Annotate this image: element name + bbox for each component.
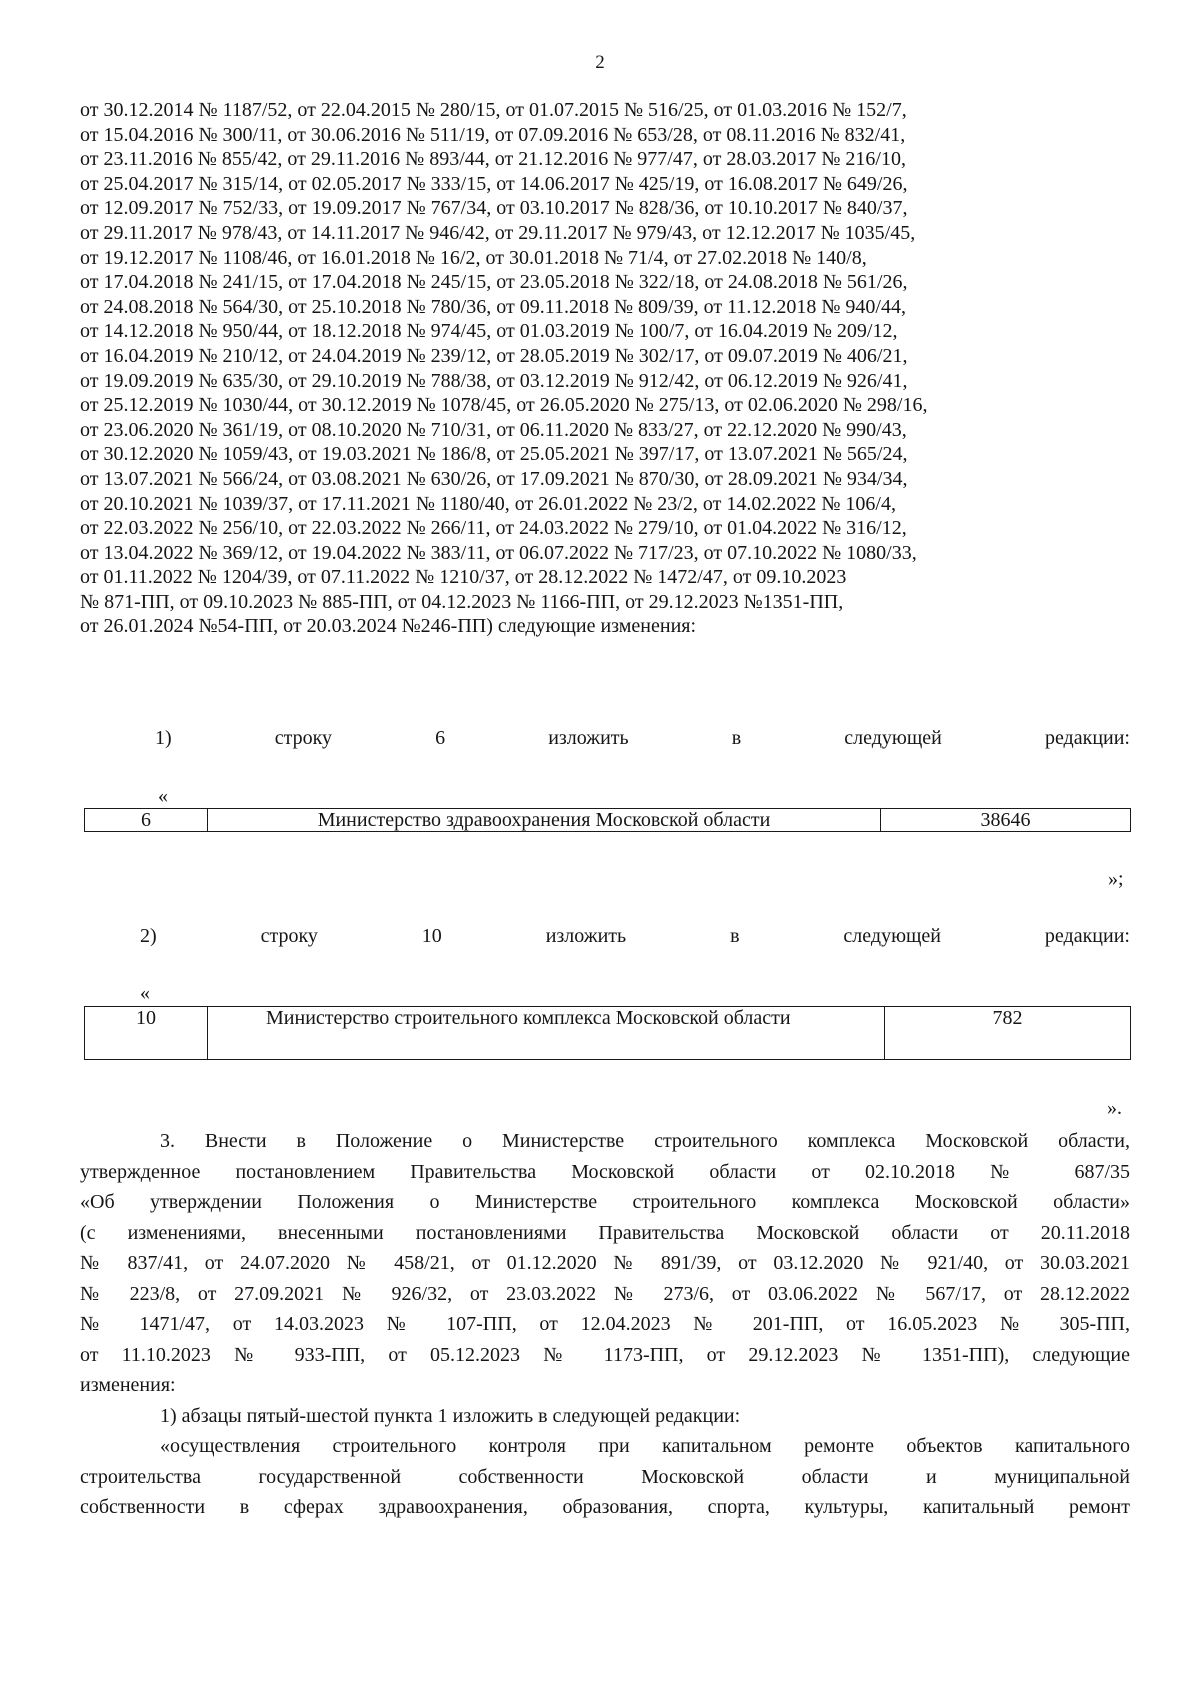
text-line: от 23.11.2016 № 855/42, от 29.11.2016 № 893/44, от 21.12.2016 № 977/47, от 28.03.2017 № 216/10,	[80, 148, 906, 171]
text-line: от 14.12.2018 № 950/44, от 18.12.2018 № 974/45, от 01.03.2019 № 100/7, от 16.04.2019 № 209/12,	[80, 320, 898, 343]
text-line: от 26.01.2024 №54-ПП, от 20.03.2024 №246-ПП) следующие изменения:	[80, 615, 697, 638]
text-line: от 13.07.2021 № 566/24, от 03.08.2021 № 630/26, от 17.09.2021 № 870/30, от 28.09.2021 № 934/34,	[80, 467, 908, 490]
amendments-list	[80, 98, 1130, 639]
item-1-heading	[155, 726, 1130, 750]
item-number: 1)	[155, 727, 172, 749]
text-line: от 13.04.2022 № 369/12, от 19.04.2022 № 383/11, от 06.07.2022 № 717/23, от 07.10.2022 № 1080/33,	[80, 541, 917, 564]
quote-line: «осуществления строительного контроля при капитальном ремонте объектов капитального	[160, 1435, 1130, 1457]
text-line: от 19.12.2017 № 1108/46, от 16.01.2018 № 16/2, от 30.01.2018 № 71/4, от 27.02.2018 № 140/8,	[80, 246, 867, 269]
item-word: изложить	[548, 727, 629, 749]
item-word: редакции:	[1044, 727, 1130, 749]
text-line: от 29.11.2017 № 978/43, от 14.11.2017 № 946/42, от 29.11.2017 № 979/43, от 12.12.2017 № 1035/45,	[80, 221, 916, 244]
quote-line: собственности в сферах здравоохранения, образования, спорта, культуры, капитальный ремонт	[80, 1496, 1130, 1518]
item-word: редакции:	[1044, 925, 1130, 947]
item-2-heading	[140, 924, 1130, 948]
row-number-cell: 6	[85, 809, 208, 832]
row-name-text: Министерство строительного комплекса Московской области	[266, 1007, 791, 1029]
close-quote: »;	[1108, 868, 1124, 890]
text-line: от 12.09.2017 № 752/33, от 19.09.2017 № 767/34, от 03.10.2017 № 828/36, от 10.10.2017 № 840/37,	[80, 197, 908, 220]
text-line: от 22.03.2022 № 256/10, от 22.03.2022 № 266/11, от 24.03.2022 № 279/10, от 01.04.2022 № 316/12,	[80, 517, 907, 540]
item-word: в	[731, 727, 742, 749]
text-line: от 11.10.2023 № 933-ПП, от 05.12.2023 № 1173-ПП, от 29.12.2023 № 1351-ПП), следующие	[80, 1343, 1130, 1366]
row-value-cell: 38646	[881, 809, 1131, 832]
text-line: от 30.12.2014 № 1187/52, от 22.04.2015 № 280/15, от 01.07.2015 № 516/25, от 01.03.2016 № 152/7,	[80, 99, 907, 121]
row-name-cell	[208, 1007, 885, 1060]
item-1-table	[84, 808, 1131, 832]
open-quote: «	[140, 982, 150, 1004]
text-line: от 15.04.2016 № 300/11, от 30.06.2016 № 511/19, от 07.09.2016 № 653/28, от 08.11.2016 № 832/41,	[80, 123, 906, 146]
item-word: следующей	[843, 925, 941, 947]
open-quote: «	[158, 785, 168, 807]
text-line: № 1471/47, от 14.03.2023 № 107-ПП, от 12.04.2023 № 201-ПП, от 16.05.2023 № 305-ПП,	[80, 1313, 1130, 1335]
text-line: от 23.06.2020 № 361/19, от 08.10.2020 № 710/31, от 06.11.2020 № 833/27, от 22.12.2020 № 990/43,	[80, 418, 907, 441]
row-number-cell: 10	[85, 1007, 208, 1060]
table-row	[85, 809, 1131, 832]
text-line: от 25.12.2019 № 1030/44, от 30.12.2019 № 1078/45, от 26.05.2020 № 275/13, от 02.06.2020 № 298/16,	[80, 394, 928, 417]
text-line: изменения:	[80, 1374, 176, 1396]
item-word: 10	[421, 925, 442, 947]
text-line: № 837/41, от 24.07.2020 № 458/21, от 01.12.2020 № 891/39, от 03.12.2020 № 921/40, от 30.03.2021	[80, 1252, 1130, 1274]
section-3	[80, 1126, 1130, 1523]
page-number: 2	[595, 52, 605, 73]
text-line: от 01.11.2022 № 1204/39, от 07.11.2022 № 1210/37, от 28.12.2022 № 1472/47, от 09.10.2023	[80, 566, 847, 589]
quote-line: строительства государственной собственности Московской области и муниципальной	[80, 1465, 1130, 1488]
item-word: следующей	[844, 727, 942, 749]
item-word: строку	[260, 925, 318, 947]
item-word: в	[730, 925, 740, 947]
item-number: 2)	[140, 925, 157, 947]
text-line: от 30.12.2020 № 1059/43, от 19.03.2021 № 186/8, от 25.05.2021 № 397/17, от 13.07.2021 № 565/24,	[80, 443, 908, 466]
subitem-1: 1) абзацы пятый-шестой пункта 1 изложить в следующей редакции:	[160, 1404, 741, 1427]
text-line: от 24.08.2018 № 564/30, от 25.10.2018 № 780/36, от 09.11.2018 № 809/39, от 11.12.2018 № 940/44,	[80, 295, 906, 318]
row-value-cell: 782	[885, 1007, 1131, 1060]
text-line: от 17.04.2018 № 241/15, от 17.04.2018 № 245/15, от 23.05.2018 № 322/18, от 24.08.2018 № 561/26,	[80, 271, 908, 294]
item-word: 6	[435, 727, 446, 749]
text-line: 3. Внести в Положение о Министерстве строительного комплекса Московской области,	[160, 1130, 1130, 1152]
table-row	[85, 1007, 1131, 1060]
text-line: «Об утверждении Положения о Министерстве строительного комплекса Московской области»	[80, 1191, 1130, 1213]
text-line: от 16.04.2019 № 210/12, от 24.04.2019 № 239/12, от 28.05.2019 № 302/17, от 09.07.2019 № 406/21,	[80, 344, 908, 367]
text-line: № 223/8, от 27.09.2021 № 926/32, от 23.03.2022 № 273/6, от 03.06.2022 № 567/17, от 28.12.2022	[80, 1282, 1130, 1305]
text-line: утвержденное постановлением Правительства Московской области от 02.10.2018 № 687/35	[80, 1160, 1130, 1183]
text-line: от 20.10.2021 № 1039/37, от 17.11.2021 № 1180/40, от 26.01.2022 № 23/2, от 14.02.2022 № 106/4,	[80, 492, 896, 515]
row-name-cell: Министерство здравоохранения Московской области	[208, 809, 881, 832]
item-word: изложить	[545, 925, 627, 947]
item-2-table	[84, 1006, 1131, 1060]
text-line: № 871-ПП, от 09.10.2023 № 885-ПП, от 04.12.2023 № 1166-ПП, от 29.12.2023 №1351-ПП,	[80, 590, 844, 613]
item-word: строку	[274, 727, 333, 749]
text-line: от 25.04.2017 № 315/14, от 02.05.2017 № 333/15, от 14.06.2017 № 425/19, от 16.08.2017 № 649/26,	[80, 172, 908, 195]
text-line: (с изменениями, внесенными постановлениями Правительства Московской области от 20.11.2018	[80, 1221, 1130, 1244]
text-line: от 19.09.2019 № 635/30, от 29.10.2019 № 788/38, от 03.12.2019 № 912/42, от 06.12.2019 № 926/41,	[80, 369, 908, 392]
close-quote: ».	[1107, 1097, 1122, 1119]
